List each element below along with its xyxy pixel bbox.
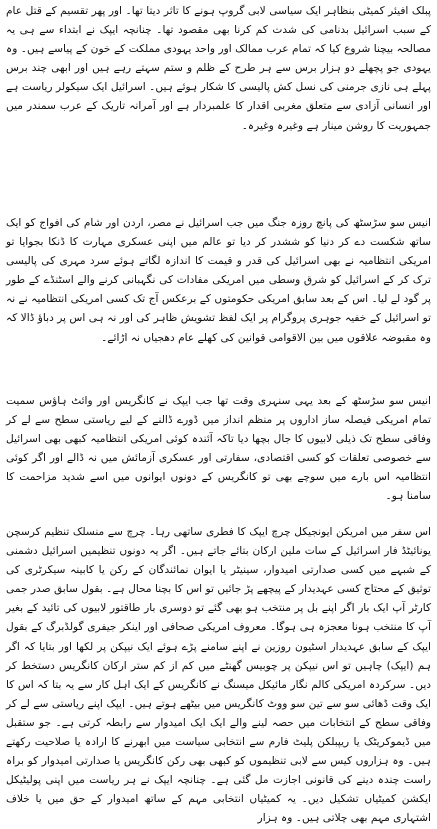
paragraph-2: انیس سو سڑسٹھ کی پانچ روزہ جنگ میں جب اسرائیل نے مصر، اردن اور شام کی افواج کو ایک ساتھ شکست دے کر دنیا کو ششدر کر دیا تو عالم میں اپنی عسکری مہارت کا ڈنکا بجوایا تو امریکی انتظامیہ نے بھی اسرائیل کی قدر و قیمت کا اندازہ لگاتے ہوئے سرد مہری کی پالیسی ترک کر کے اسرائیل کو شرق وسطی میں امریکی مفادات کی نگہبانی کرنے والے اسٹنڈے کے طور پر گود لے لیا۔ اس کے بعد سابق امریکی حکومتوں کے برعکس آج تک کسی امریکی انتظامیہ نے نہ تو اسرائیل کے خفیہ جوہری پروگرام پر ایک لفظ تشویش ظاہر کی اور نہ ہی اس پر دباؤ ڈالا کہ وہ مقبوضہ علاقوں میں بین الاقوامی قوانین کی کھلے عام دھجیاں نہ اڑائے۔ [6, 217, 431, 344]
paragraph-1: پبلک افیئر کمیٹی بنظاہر ایک سیاسی لابی گروپ ہونے کا تاثر دیتا تھا۔ اور پھر تقسیم کے قتل عام کے سبب اسرائیل بدنامی کی شدت کم کرنا بھی مقصود تھا۔ چنانچہ ایپک نے ابتداء سے ہی یہ مصالحہ بیچنا شروع کیا کہ تمام عرب ممالک اور واحد یہودی مملکت کے خون کے پیاسے ہیں۔ وہ یہودی جو پچھلے دو ہزار برس سے ہر طرح کے ظلم و ستم سہتے رہے ہیں اور ابھی چند برس پہلے ہی نازی جرمنی کی نسل کش پالیسی کا شکار ہوئے ہیں۔ اسرائیل ایک سیکولر ریاست ہے اور انسانی آزادی سے متعلق مغربی اقدار کا علمبردار ہے اور آمرانہ تاریک کے عرب سمندر میں جمہوریت کا روشن مینار ہے وغیرہ وغیرہ۔ [6, 5, 431, 132]
paragraph-4: اس سفر میں امریکن ایونجیکل چرچ ایپک کا فطری ساتھی رہا۔ چرچ سے منسلک تنظیم کرسچن یونائیٹڈ فار اسرائیل کے سات ملین ارکان بتائے جاتے ہیں۔ اگر یہ دونوں تنظیمیں اسرائیل دشمنی کے شبہے میں کسی صدارتی امیدوار، سینیٹر یا ایوان نمائندگان کے رکن یا کابینہ سیکرٹری کی توثیق کے محتاج کسی عہدیدار کے پیچھے پڑ جائیں تو اس کا بچنا محال ہے۔ بقول سابق صدر جمی کارٹر آپ ایک بار اگر اپنے بل پر منتخب ہو بھی گئے تو دوسری بار طاقتور لابیوں کی تائید کے بغیر آپ کا منتخب ہونا معجزہ ہی ہوگا۔ معروف امریکی صحافی اور اینکر جیفری گولڈبرگ کے بقول ایپک کے سابق عہدیدار اسٹیون روزین نے اپنے سامنے پڑے ہوئے ایک نیپکن پر لکھا اور بتایا کہ اگر ہم (ایپک) چاہیں تو اس نیپکن پر چوبیس گھنٹے میں کم از کم ستر ارکان کانگریس دستخط کر دیں۔ سرکردہ امریکی کالم نگار مائیکل میسنگ نے کانگریس کے ایک اہل کار سے یہ بتا کہ اس کا ایک وقت ڈھائی سو سے تین سو ووٹ کانگریس میں بیٹھے ہوتے ہیں۔ ایپک اپنے ریاستی سے لے کر وفاقی سطح کے انتخابات میں حصہ لینے والے ایک ایک امیدوار سے رابطہ کرتی ہے۔ جو ستقبل میں ڈیموکریٹک یا ریپبلکن پلیٹ فارم سے انتخابی سیاست میں ابھرنے کا ارادہ یا صلاحیت رکھتے ہیں۔ وہ ہزاروں کیس سے لابی تنظیموں کو کبھی بھی رکن کانگریس یا صدارتی امیدوار کو براہ راست چندہ دینے کی قانونی اجازت مل گئی ہے۔ چنانچہ ایپک نے ہر ریاست میں اپنی پولیٹیکل ایکشن کمیٹیاں تشکیل دیں۔ یہ کمیٹیاں انتخابی مہم کے ساتھ امیدوار کے حق میں یا خلاف اشتہاری مہم بھی چلاتی ہیں۔ وہ ہزار [6, 526, 431, 825]
paragraph-3: انیس سو سڑسٹھ کے بعد یہی سنہری وقت تھا جب ایپک نے کانگریس اور وائٹ ہاؤس سمیت تمام امریکی فیصلہ ساز اداروں پر منظم انداز میں ڈورے ڈالنے کے لیے ریاستی سطح سے لے کر وفاقی سطح تک ذیلی لابیوں کا جال بچھا دیا تاکہ آئندہ کوئی امریکی انتظامیہ کبھی بھی اسرائیل سے خصوصی تعلقات کو کسی اقتصادی، سفارتی اور عسکری آزمائش میں نہ ڈالے اور اگر کوئی انتظامیہ اس بارے میں سوچے بھی تو کانگریس کے دونوں ایوانوں میں اسے شدید مزاحمت کا سامنا ہو۔ [6, 395, 431, 503]
